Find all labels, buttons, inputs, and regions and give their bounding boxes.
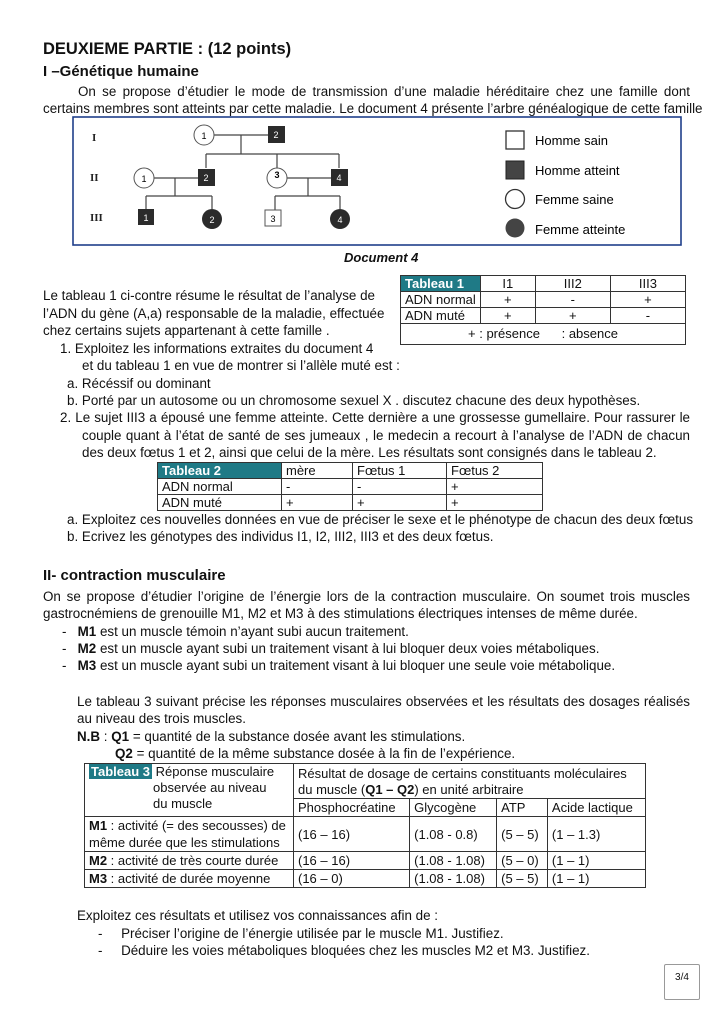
table3-cell: (5 – 5)	[497, 817, 548, 852]
table3-desc: : activité de très courte durée	[107, 853, 279, 868]
q2-line	[115, 745, 690, 762]
table2-cell: -	[282, 479, 353, 495]
nb-label: N.B	[77, 729, 101, 744]
genetics-intro-line1: On se propose d’étudier le mode de transmission d’une maladie héréditaire chez une famille dont	[78, 84, 690, 99]
q2-definition: = quantité de la même substance dosée à la fin de l’expérience.	[132, 746, 516, 761]
ped-II3-label: 3	[274, 170, 280, 180]
table1-col: III3	[610, 276, 685, 292]
table1-tag: Tableau 1	[401, 276, 481, 292]
table3-cell: (1.08 - 0.8)	[410, 817, 497, 852]
question-2-line2: couple quant à l’état de santé de ses jumeaux , le medecin a recourt à l’analyse de l’ADN de chacun	[82, 428, 690, 443]
q1-label: Q1	[111, 729, 130, 744]
final-instruction: Exploitez ces résultats et utilisez vos connaissances afin de :	[77, 908, 438, 923]
table2-tag: Tableau 2	[158, 463, 282, 479]
ped-III3-label: 3	[270, 214, 276, 224]
q1-definition: = quantité de la substance dosée avant les stimulations.	[129, 729, 466, 744]
table1-cell: ADN normal	[401, 292, 481, 308]
muscle-bullet: - M3 est un muscle ayant subi un traitement visant à lui bloquer une seule voie métabolique.	[62, 658, 616, 673]
table1-col: I1	[480, 276, 535, 292]
ped-I1-label: 1	[201, 131, 207, 141]
table3-head-dosage	[294, 764, 646, 799]
table1-cell: +	[535, 308, 610, 324]
question-2a: a. Exploitez ces nouvelles données en vue de préciser le sexe et le phénotype de chacun des deux fœtus	[67, 512, 694, 527]
question-2-line3: des deux fœtus 1 et 2, ainsi que celui de la mère. Les résultats sont consignés dans le tableau 2.	[82, 445, 657, 460]
table3-muscle: M2	[89, 853, 108, 868]
question-2b: b. Ecrivez les génotypes des individus I1, I2, III2, III3 et des deux fœtus.	[67, 529, 494, 544]
section-genetics-title: I –Génétique humaine	[43, 63, 199, 80]
part-title: DEUXIEME PARTIE : (12 points)	[43, 40, 292, 58]
table1-text-line1: Le tableau 1 ci-contre résume le résultat de l’analyse de	[43, 288, 375, 303]
pedigree-diagram	[72, 116, 682, 246]
table3-cell: (5 – 0)	[497, 852, 548, 870]
table3-head2a: Résultat de dosage de certains constituants moléculaires	[298, 766, 627, 781]
ped-II1-label: 1	[141, 174, 147, 184]
muscle-bullet-name: M3	[77, 658, 97, 673]
table3-col: Glycogène	[410, 799, 497, 817]
table3-cell: (5 – 5)	[497, 870, 548, 888]
ped-III2-label: 2	[209, 215, 215, 225]
question-1-line2: et du tableau 1 en vue de montrer si l’allèle muté est :	[82, 358, 400, 373]
page-number: 3/4	[664, 964, 700, 1000]
table1-col: III2	[535, 276, 610, 292]
table2-col: Fœtus 2	[447, 463, 543, 479]
genetics-intro-line2: certains membres sont atteints par cette maladie. Le document 4 présente l’arbre généalogique de cette famille	[43, 101, 703, 116]
table3-row-label	[85, 852, 294, 870]
table3-head2b-bold: Q1 – Q2	[365, 782, 415, 797]
section-muscle-title: II- contraction musculaire	[43, 567, 226, 584]
table3-row-label	[85, 870, 294, 888]
final-item-text: Préciser l’origine de l’énergie utilisée par le muscle M1. Justifiez.	[121, 926, 504, 941]
table3-cell: (16 – 16)	[294, 817, 410, 852]
table-3	[84, 763, 646, 888]
muscle-bullet-text: est un muscle ayant subi un traitement visant à lui bloquer une seule voie métabolique.	[96, 658, 616, 673]
ped-II2-label: 2	[203, 173, 209, 183]
table1-note: + : présence : absence	[401, 324, 686, 345]
muscle-intro-line1: On se propose d’étudier l’origine de l’énergie lors de la contraction musculaire. On soumet trois muscles	[43, 589, 690, 604]
table2-cell: ADN muté	[158, 495, 282, 511]
table3-desc: même durée que les stimulations	[89, 835, 280, 850]
table-2	[157, 462, 543, 511]
table1-cell: +	[610, 292, 685, 308]
legend-affected-female: Femme atteinte	[535, 222, 626, 237]
table3-cell: (1.08 - 1.08)	[410, 852, 497, 870]
table3-head-line: Réponse musculaire	[155, 764, 275, 779]
table2-cell: +	[282, 495, 353, 511]
muscle-bullet-text: est un muscle ayant subi un traitement visant à lui bloquer deux voies métaboliques.	[96, 641, 600, 656]
table3-head2b-post: ) en unité arbitraire	[414, 782, 524, 797]
table2-cell: +	[447, 479, 543, 495]
table3-head2b-pre: du muscle (	[298, 782, 366, 797]
legend-healthy-male: Homme sain	[535, 133, 608, 148]
muscle-bullet: - M2 est un muscle ayant subi un traitement visant à lui bloquer deux voies métaboliques.	[62, 641, 600, 656]
table3-head-line: du muscle	[153, 796, 213, 811]
table3-cell: (1 – 1)	[547, 852, 645, 870]
table1-cell: -	[610, 308, 685, 324]
table3-col: ATP	[497, 799, 548, 817]
table3-cell: (1 – 1)	[547, 870, 645, 888]
table1-cell: ADN muté	[401, 308, 481, 324]
table2-cell: +	[353, 495, 447, 511]
gen-label-III: III	[90, 212, 103, 224]
table3-muscle: M3	[89, 871, 108, 886]
table3-col: Phosphocréatine	[294, 799, 410, 817]
question-1-line1: 1. Exploitez les informations extraites du document 4	[60, 341, 374, 356]
ped-III4-label: 4	[337, 215, 343, 225]
table3-head-line: observée au niveau	[153, 780, 267, 795]
muscle-intro-line2: gastrocnémiens de grenouille M1, M2 et M3 à des stimulations électriques intenses de même durée.	[43, 606, 638, 621]
table3-desc: : activité de durée moyenne	[107, 871, 271, 886]
table-1	[400, 275, 686, 345]
legend-affected-male: Homme atteint	[535, 163, 620, 178]
table3-muscle: M1	[89, 818, 108, 833]
final-item: - Déduire les voies métaboliques bloquées chez les muscles M2 et M3. Justifiez.	[98, 943, 590, 958]
table3-desc: : activité (= des secousses) de	[107, 818, 286, 833]
table3-intro-line2: au niveau des trois muscles.	[77, 711, 246, 726]
table3-head-response	[85, 764, 294, 817]
table1-text-line2: l’ADN du gène (A,a) responsable de la maladie, effectuée	[43, 306, 385, 321]
gen-label-II: II	[90, 172, 99, 184]
table2-cell: +	[447, 495, 543, 511]
question-1b: b. Porté par un autosome ou un chromosome sexuel X . discutez chacune des deux hypothèses.	[67, 393, 641, 408]
muscle-bullet-name: M2	[77, 641, 97, 656]
table1-text-line3: chez certains sujets appartenant à cette famille .	[43, 323, 330, 338]
question-2-line1: 2. Le sujet III3 a épousé une femme atteinte. Cette dernière a une grossesse gumellaire. Pour rassurer le	[60, 410, 690, 425]
nb-q1-line: N.B : Q1 = quantité de la substance dosée avant les stimulations.	[77, 729, 466, 744]
table3-cell: (1 – 1.3)	[547, 817, 645, 852]
table2-cell: ADN normal	[158, 479, 282, 495]
table3-tag: Tableau 3	[91, 764, 151, 779]
muscle-bullet-name: M1	[77, 624, 97, 639]
q2-label: Q2	[115, 746, 133, 761]
table3-cell: (16 – 16)	[294, 852, 410, 870]
table1-cell: +	[480, 292, 535, 308]
table2-col: mère	[282, 463, 353, 479]
table1-cell: -	[535, 292, 610, 308]
ped-III1-label: 1	[143, 213, 149, 223]
final-item: - Préciser l’origine de l’énergie utilisée par le muscle M1. Justifiez.	[98, 926, 504, 941]
ped-I2-label: 2	[273, 130, 279, 140]
table3-cell: (1.08 - 1.08)	[410, 870, 497, 888]
muscle-bullet: - M1 est un muscle témoin n’ayant subi aucun traitement.	[62, 624, 409, 639]
table3-col: Acide lactique	[547, 799, 645, 817]
ped-II4-label: 4	[336, 173, 342, 183]
question-1a: a. Récéssif ou dominant	[67, 376, 211, 391]
table3-cell: (16 – 0)	[294, 870, 410, 888]
legend-healthy-female: Femme saine	[535, 192, 614, 207]
table2-cell: -	[353, 479, 447, 495]
table2-col: Fœtus 1	[353, 463, 447, 479]
final-item-text: Déduire les voies métaboliques bloquées chez les muscles M2 et M3. Justifiez.	[121, 943, 590, 958]
table1-cell: +	[480, 308, 535, 324]
table3-intro-line1: Le tableau 3 suivant précise les réponses musculaires observées et les résultats des dosages réalisés	[77, 694, 690, 709]
gen-label-I: I	[92, 132, 97, 144]
document-4-caption: Document 4	[344, 250, 419, 265]
table3-row-label	[85, 817, 294, 852]
muscle-bullet-text: est un muscle témoin n’ayant subi aucun traitement.	[96, 624, 409, 639]
